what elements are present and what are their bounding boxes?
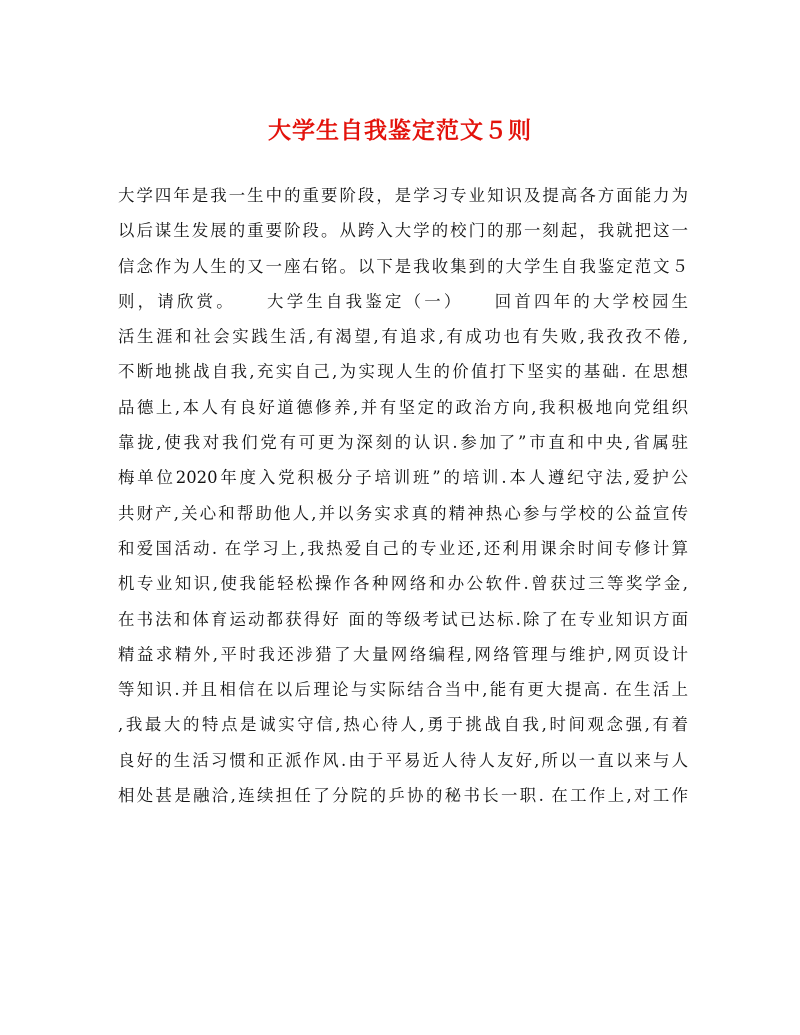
body-line: 以后谋生发展的重要阶段。从跨入大学的校门的那一刻起，我就把这一 <box>118 221 688 241</box>
document-title: 大学生自我鉴定范文５则 <box>268 117 532 144</box>
body-line: 共财产,关心和帮助他人,并以务实求真的精神热心参与学校的公益宣传 <box>118 503 688 523</box>
body-line: 不断地挑战自我,充实自己,为实现人生的价值打下坚实的基础. 在思想 <box>118 362 688 382</box>
body-line: 精益求精外,平时我还涉猎了大量网络编程,网络管理与维护,网页设计 <box>118 644 688 664</box>
body-line: 则，请欣赏。 大学生自我鉴定（一） 回首四年的大学校园生 <box>118 291 688 311</box>
body-line: 机专业知识,使我能轻松操作各种网络和办公软件.曾获过三等奖学金, <box>118 574 688 594</box>
body-line: ,我最大的特点是诚实守信,热心待人,勇于挑战自我,时间观念强,有着 <box>118 715 688 735</box>
body-line: 信念作为人生的又一座右铭。以下是我收集到的大学生自我鉴定范文５ <box>118 256 688 276</box>
body-line: 梅单位2020年度入党积极分子培训班”的培训.本人遵纪守法,爱护公 <box>118 468 688 488</box>
body-line: 活生涯和社会实践生活,有渴望,有追求,有成功也有失败,我孜孜不倦, <box>118 327 688 347</box>
body-line: 品德上,本人有良好道德修养,并有坚定的政治方向,我积极地向党组织 <box>118 397 688 417</box>
body-line: 相处甚是融洽,连续担任了分院的乒协的秘书长一职. 在工作上,对工作 <box>118 786 688 806</box>
body-line: 和爱国活动. 在学习上,我热爱自己的专业还,还利用课余时间专修计算 <box>118 538 688 558</box>
document-body <box>118 178 688 813</box>
body-line: 良好的生活习惯和正派作风.由于平易近人待人友好,所以一直以来与人 <box>118 750 688 770</box>
body-line: 大学四年是我一生中的重要阶段，是学习专业知识及提高各方面能力为 <box>118 186 688 205</box>
body-line: 等知识.并且相信在以后理论与实际结合当中,能有更大提高. 在生活上 <box>118 680 688 700</box>
body-line: 靠拢,使我对我们党有可更为深刻的认识.参加了”市直和中央,省属驻 <box>118 433 688 453</box>
body-line: 在书法和体育运动都获得好 面的等级考试已达标.除了在专业知识方面 <box>118 609 688 629</box>
